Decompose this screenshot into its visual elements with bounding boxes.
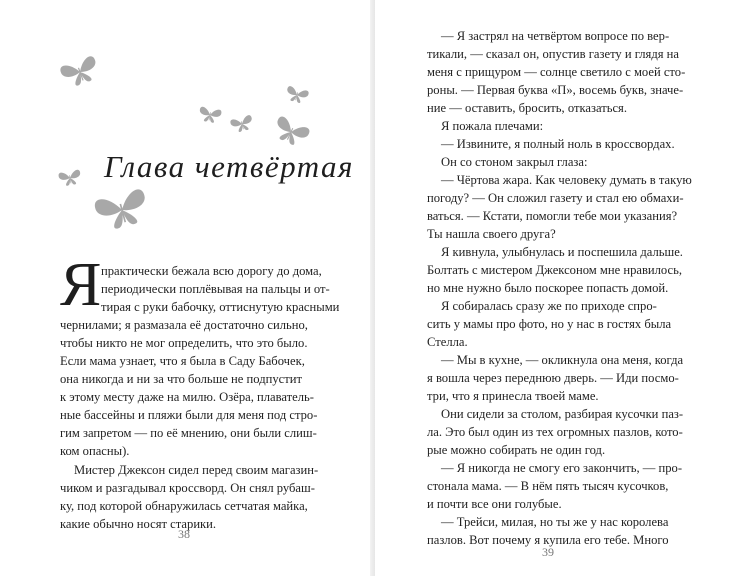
text-line: она никогда и ни за что больше не подпустит xyxy=(60,372,302,386)
text-line: — Чёртова жара. Как человеку думать в такую xyxy=(441,173,692,187)
text-line: тикали, — сказал он, опустив газету и глядя на xyxy=(427,47,680,61)
text-line: Ты нашла своего друга? xyxy=(427,227,556,241)
text-line: Они сидели за столом, разбирая кусочки паз- xyxy=(441,407,684,421)
text-line: Я собиралась сразу же по приходе спро- xyxy=(441,299,657,313)
right-page xyxy=(375,0,750,576)
page-number: 38 xyxy=(178,527,190,541)
butterfly-icon xyxy=(271,115,311,149)
text-line: меня с прищуром — солнце светило с моей сто- xyxy=(427,65,686,79)
butterflies-illustration xyxy=(0,0,375,250)
text-line: ние — оставить, бросить, отказаться. xyxy=(427,101,627,115)
drop-cap: Я xyxy=(60,251,102,319)
text-line: роны. — Первая буква «П», восемь букв, значе- xyxy=(427,83,684,97)
text-line: — Трейси, милая, но ты же у нас королева xyxy=(441,515,669,529)
text-line: чтобы никто не мог определить, что это было. xyxy=(60,336,308,350)
text-line: и почти все они голубые. xyxy=(427,497,562,511)
text-line: — Извините, я полный ноль в кроссвордах. xyxy=(441,137,675,151)
text-line: Мистер Джексон сидел перед своим магазин- xyxy=(74,463,319,477)
text-line: стонала мама. — В нём пять тысяч кусочков, xyxy=(427,479,669,493)
text-line: гим запретом — по её мнению, они были слиш- xyxy=(60,426,317,440)
page-number: 39 xyxy=(542,545,554,559)
butterfly-icon xyxy=(285,86,310,105)
chapter-title: Глава четвёртая xyxy=(104,149,354,184)
text-line: ку, под которой обнаружилась сетчатая майка, xyxy=(60,499,308,513)
butterfly-icon xyxy=(230,115,255,134)
butterfly-icon xyxy=(93,188,151,233)
text-line: погоду? — Он сложил газету и стал ею обмахи- xyxy=(427,191,684,205)
text-line: — Я застрял на четвёртом вопросе по вер- xyxy=(441,29,670,43)
text-line: чиком и разгадывал кроссворд. Он снял рубаш- xyxy=(60,481,315,495)
text-line: Болтать с мистером Джексоном мне нравилось, xyxy=(427,263,683,277)
text-line: но мне нужно было поскорее попасть домой. xyxy=(427,281,669,295)
text-line: Я кивнула, улыбнулась и поспешила дальше. xyxy=(441,245,683,259)
text-line: — Я никогда не смогу его закончить, — про- xyxy=(441,461,683,475)
text-line: ла. Это был один из тех огромных пазлов, кото- xyxy=(427,425,683,439)
butterfly-icon xyxy=(198,106,222,124)
text-line: ком опасны). xyxy=(60,444,130,458)
text-line: три, что я принесла твоей маме. xyxy=(427,389,599,403)
text-line: — Мы в кухне, — окликнула она меня, когда xyxy=(441,353,684,367)
butterfly-icon xyxy=(58,169,82,187)
text-line: ные бассейны и пляжи были для меня под стро- xyxy=(60,408,318,422)
text-line: пазлов. Вот почему я купила его тебе. Много xyxy=(427,533,669,547)
text-line: практически бежала всю дорогу до дома, xyxy=(101,264,322,278)
text-line: какие обычно носят старики. xyxy=(60,517,217,531)
text-line: сить у мамы про фото, но у нас в гостях была xyxy=(427,317,672,331)
text-line: я вошла через переднюю дверь. — Иди посмо- xyxy=(427,371,679,385)
text-line: тирая с руки бабочку, оттиснутую красными xyxy=(101,300,340,314)
text-line: рые можно собирать не один год. xyxy=(427,443,606,457)
text-line: Я пожала плечами: xyxy=(441,119,544,133)
text-line: Стелла. xyxy=(427,335,468,349)
text-line: Если мама узнает, что я была в Саду Бабочек, xyxy=(60,354,305,368)
text-line: к этому месту даже на милю. Озёра, плаватель- xyxy=(60,390,314,404)
text-line: периодически поплёвывая на пальцы и от- xyxy=(101,282,330,296)
text-line: ваться. — Кстати, помогли тебе мои указания? xyxy=(427,209,678,223)
butterfly-icon xyxy=(59,55,101,89)
text-line: Он со стоном закрыл глаза: xyxy=(441,155,588,169)
text-line: чернилами; я размазала её достаточно сильно, xyxy=(60,318,308,332)
